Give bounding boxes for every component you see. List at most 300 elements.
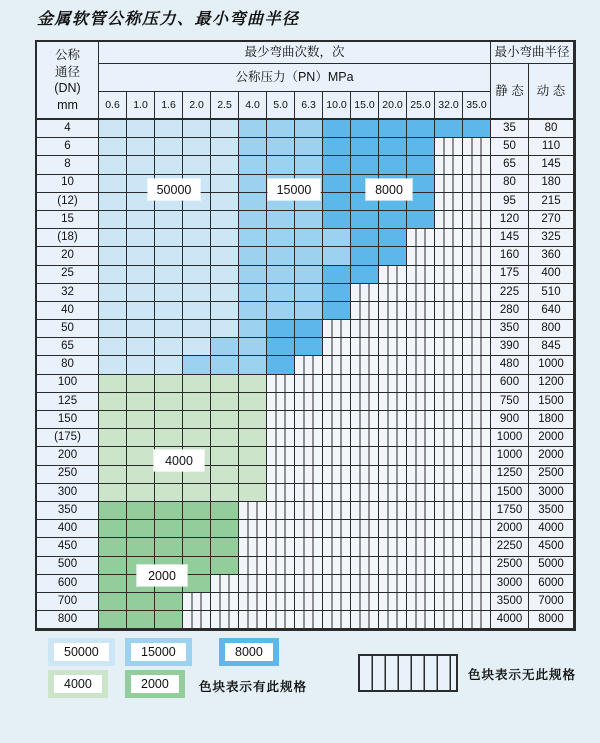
- spec-cell: [99, 229, 127, 247]
- no-spec-cell: [323, 502, 351, 520]
- no-spec-cell: [435, 247, 463, 265]
- pressure-tick: 35.0: [463, 92, 491, 120]
- no-spec-cell: [351, 520, 379, 538]
- spec-cell: [407, 138, 435, 156]
- spec-cell: [295, 284, 323, 302]
- spec-cell: [295, 320, 323, 338]
- legend-swatch-label: 8000: [225, 643, 273, 661]
- static-radius-cell: 900: [491, 411, 529, 429]
- spec-cell: [295, 211, 323, 229]
- spec-cell: [379, 229, 407, 247]
- spec-cell: [295, 138, 323, 156]
- spec-cell: [239, 447, 267, 465]
- spec-cell: [155, 611, 183, 629]
- spec-cell: [99, 302, 127, 320]
- no-spec-cell: [435, 538, 463, 556]
- spec-cell: [211, 193, 239, 211]
- spec-cell: [211, 466, 239, 484]
- pressure-header: 公称压力（PN）MPa: [99, 64, 491, 92]
- no-spec-cell: [295, 575, 323, 593]
- spec-cell: [155, 302, 183, 320]
- spec-cell: [323, 247, 351, 265]
- dn-header-line: mm: [57, 97, 78, 112]
- no-spec-cell: [351, 356, 379, 374]
- spec-cell: [183, 156, 211, 174]
- spec-cell: [155, 338, 183, 356]
- no-spec-cell: [463, 356, 491, 374]
- no-spec-cell: [379, 429, 407, 447]
- dynamic-radius-cell: 180: [529, 175, 574, 193]
- static-radius-cell: 80: [491, 175, 529, 193]
- spec-cell: [323, 193, 351, 211]
- no-spec-cell: [463, 429, 491, 447]
- spec-cell: [211, 429, 239, 447]
- dn-cell: 10: [37, 175, 99, 193]
- static-radius-cell: 3000: [491, 575, 529, 593]
- spec-cell: [183, 120, 211, 138]
- spec-cell: [155, 229, 183, 247]
- static-radius-cell: 1000: [491, 429, 529, 447]
- no-spec-cell: [295, 429, 323, 447]
- spec-cell: [155, 266, 183, 284]
- no-spec-cell: [435, 338, 463, 356]
- no-spec-cell: [463, 193, 491, 211]
- spec-cell: [183, 557, 211, 575]
- static-radius-cell: 280: [491, 302, 529, 320]
- no-spec-cell: [463, 211, 491, 229]
- no-spec-cell: [351, 411, 379, 429]
- no-spec-cell: [183, 611, 211, 629]
- no-spec-cell: [379, 411, 407, 429]
- dn-cell: 100: [37, 375, 99, 393]
- no-spec-cell: [295, 520, 323, 538]
- no-spec-cell: [435, 375, 463, 393]
- dynamic-radius-cell: 4500: [529, 538, 574, 556]
- no-spec-cell: [351, 593, 379, 611]
- no-spec-cell: [407, 447, 435, 465]
- no-spec-cell: [435, 611, 463, 629]
- spec-cell: [211, 266, 239, 284]
- dn-cell: 125: [37, 393, 99, 411]
- no-spec-cell: [463, 266, 491, 284]
- dn-cell: 150: [37, 411, 99, 429]
- no-spec-cell: [379, 611, 407, 629]
- pressure-tick: 10.0: [323, 92, 351, 120]
- legend-swatch-15000: [125, 638, 192, 666]
- no-spec-cell: [351, 484, 379, 502]
- no-spec-cell: [435, 138, 463, 156]
- no-spec-cell: [463, 411, 491, 429]
- no-spec-cell: [407, 411, 435, 429]
- no-spec-cell: [407, 520, 435, 538]
- spec-cell: [155, 138, 183, 156]
- spec-cell: [351, 211, 379, 229]
- legend-no-spec-note: 色块表示无此规格: [468, 668, 577, 682]
- dynamic-radius-cell: 640: [529, 302, 574, 320]
- spec-cell: [183, 138, 211, 156]
- spec-cell: [155, 593, 183, 611]
- spec-cell: [99, 120, 127, 138]
- spec-cell: [379, 156, 407, 174]
- no-spec-cell: [323, 466, 351, 484]
- spec-cell: [211, 338, 239, 356]
- spec-cell: [239, 466, 267, 484]
- spec-cell: [99, 557, 127, 575]
- dynamic-radius-cell: 325: [529, 229, 574, 247]
- no-spec-cell: [463, 538, 491, 556]
- dynamic-radius-cell: 8000: [529, 611, 574, 629]
- no-spec-cell: [351, 447, 379, 465]
- spec-cell: [99, 175, 127, 193]
- no-spec-cell: [239, 538, 267, 556]
- spec-cell: [155, 411, 183, 429]
- spec-cell: [99, 611, 127, 629]
- no-spec-cell: [379, 502, 407, 520]
- spec-cell: [127, 320, 155, 338]
- static-radius-cell: 225: [491, 284, 529, 302]
- spec-cell: [267, 247, 295, 265]
- spec-cell: [295, 338, 323, 356]
- no-spec-cell: [407, 538, 435, 556]
- spec-cell: [155, 356, 183, 374]
- no-spec-cell: [435, 175, 463, 193]
- dynamic-radius-cell: 800: [529, 320, 574, 338]
- dynamic-radius-cell: 845: [529, 338, 574, 356]
- spec-cell: [351, 247, 379, 265]
- spec-cell: [267, 211, 295, 229]
- no-spec-cell: [463, 375, 491, 393]
- no-spec-cell: [463, 138, 491, 156]
- no-spec-cell: [407, 302, 435, 320]
- spec-cell: [155, 538, 183, 556]
- dn-header-line: 通径: [54, 64, 80, 79]
- spec-cell: [323, 229, 351, 247]
- spec-cell: [127, 211, 155, 229]
- no-spec-cell: [407, 284, 435, 302]
- spec-cell: [99, 466, 127, 484]
- spec-cell: [323, 120, 351, 138]
- spec-cell: [211, 356, 239, 374]
- no-spec-cell: [407, 320, 435, 338]
- spec-cell: [239, 484, 267, 502]
- spec-cell: [99, 284, 127, 302]
- pressure-tick: 25.0: [407, 92, 435, 120]
- no-spec-cell: [463, 502, 491, 520]
- spec-cell: [323, 156, 351, 174]
- no-spec-cell: [407, 247, 435, 265]
- dynamic-radius-cell: 215: [529, 193, 574, 211]
- no-spec-cell: [435, 593, 463, 611]
- spec-cell: [211, 175, 239, 193]
- spec-cell: [239, 338, 267, 356]
- no-spec-cell: [211, 593, 239, 611]
- spec-cell: [127, 302, 155, 320]
- dn-cell: 25: [37, 266, 99, 284]
- dn-cell: 15: [37, 211, 99, 229]
- spec-cell: [239, 411, 267, 429]
- spec-cell: [295, 302, 323, 320]
- spec-cell: [155, 484, 183, 502]
- no-spec-cell: [435, 284, 463, 302]
- no-spec-cell: [407, 266, 435, 284]
- spec-cell: [379, 138, 407, 156]
- no-spec-cell: [407, 593, 435, 611]
- no-spec-cell: [463, 229, 491, 247]
- spec-cell: [127, 247, 155, 265]
- no-spec-cell: [295, 538, 323, 556]
- no-spec-cell: [435, 356, 463, 374]
- static-radius-cell: 1250: [491, 466, 529, 484]
- static-radius-cell: 390: [491, 338, 529, 356]
- static-radius-cell: 120: [491, 211, 529, 229]
- no-spec-cell: [323, 520, 351, 538]
- dynamic-radius-cell: 270: [529, 211, 574, 229]
- spec-cell: [183, 338, 211, 356]
- no-spec-cell: [379, 520, 407, 538]
- no-spec-cell: [267, 611, 295, 629]
- legend-no-spec-swatch: [358, 654, 458, 692]
- no-spec-cell: [407, 611, 435, 629]
- spec-cell: [351, 120, 379, 138]
- no-spec-cell: [351, 575, 379, 593]
- dynamic-radius-cell: 5000: [529, 557, 574, 575]
- dynamic-radius-cell: 6000: [529, 575, 574, 593]
- dn-cell: 40: [37, 302, 99, 320]
- no-spec-cell: [295, 466, 323, 484]
- spec-cell: [99, 484, 127, 502]
- spec-cell: [127, 593, 155, 611]
- spec-cell: [211, 393, 239, 411]
- spec-cell: [127, 502, 155, 520]
- spec-cell: [127, 356, 155, 374]
- no-spec-cell: [435, 484, 463, 502]
- spec-cell: [239, 320, 267, 338]
- no-spec-cell: [239, 611, 267, 629]
- dn-cell: 32: [37, 284, 99, 302]
- dynamic-radius-cell: 2000: [529, 429, 574, 447]
- no-spec-cell: [379, 266, 407, 284]
- no-spec-cell: [267, 447, 295, 465]
- no-spec-cell: [351, 502, 379, 520]
- static-radius-cell: 4000: [491, 611, 529, 629]
- spec-cell: [155, 120, 183, 138]
- dynamic-radius-cell: 1200: [529, 375, 574, 393]
- spec-table: [35, 40, 576, 631]
- legend-swatch-50000: [48, 638, 115, 666]
- dynamic-radius-cell: 1800: [529, 411, 574, 429]
- spec-cell: [183, 284, 211, 302]
- spec-cell: [183, 484, 211, 502]
- no-spec-cell: [267, 393, 295, 411]
- dynamic-radius-cell: 80: [529, 120, 574, 138]
- static-radius-cell: 1500: [491, 484, 529, 502]
- spec-cell: [239, 247, 267, 265]
- no-spec-cell: [463, 175, 491, 193]
- spec-cell: [155, 375, 183, 393]
- pressure-tick: 1.6: [155, 92, 183, 120]
- spec-cell: [155, 247, 183, 265]
- dn-cell: 450: [37, 538, 99, 556]
- legend-swatch-2000: [125, 670, 185, 698]
- legend-swatch-label: 4000: [54, 675, 102, 693]
- no-spec-cell: [351, 538, 379, 556]
- legend-swatch-8000: [219, 638, 279, 666]
- spec-cell: [183, 247, 211, 265]
- spec-cell: [183, 266, 211, 284]
- dn-cell: 4: [37, 120, 99, 138]
- no-spec-cell: [407, 338, 435, 356]
- no-spec-cell: [267, 520, 295, 538]
- no-spec-cell: [435, 193, 463, 211]
- no-spec-cell: [295, 502, 323, 520]
- pressure-tick: 32.0: [435, 92, 463, 120]
- no-spec-cell: [323, 429, 351, 447]
- spec-cell: [295, 120, 323, 138]
- spec-cell: [211, 302, 239, 320]
- spec-cell: [267, 156, 295, 174]
- spec-cell: [267, 266, 295, 284]
- no-spec-cell: [435, 429, 463, 447]
- dynamic-radius-cell: 1500: [529, 393, 574, 411]
- spec-cell: [183, 429, 211, 447]
- no-spec-cell: [351, 284, 379, 302]
- no-spec-cell: [379, 466, 407, 484]
- no-spec-cell: [323, 447, 351, 465]
- no-spec-cell: [379, 338, 407, 356]
- cycles-label-50000: 50000: [148, 179, 200, 200]
- spec-cell: [211, 520, 239, 538]
- no-spec-cell: [463, 593, 491, 611]
- spec-cell: [99, 356, 127, 374]
- spec-cell: [351, 229, 379, 247]
- cycles-header: 最少弯曲次数，次: [99, 42, 491, 64]
- spec-cell: [183, 320, 211, 338]
- no-spec-cell: [379, 375, 407, 393]
- spec-cell: [99, 429, 127, 447]
- no-spec-cell: [267, 502, 295, 520]
- no-spec-cell: [351, 393, 379, 411]
- spec-cell: [239, 156, 267, 174]
- spec-cell: [127, 466, 155, 484]
- no-spec-cell: [407, 557, 435, 575]
- no-spec-cell: [463, 393, 491, 411]
- dn-cell: 800: [37, 611, 99, 629]
- no-spec-cell: [379, 320, 407, 338]
- spec-cell: [183, 520, 211, 538]
- spec-cell: [379, 211, 407, 229]
- no-spec-cell: [435, 211, 463, 229]
- dn-cell: 20: [37, 247, 99, 265]
- spec-cell: [267, 120, 295, 138]
- no-spec-cell: [407, 429, 435, 447]
- spec-cell: [211, 484, 239, 502]
- spec-cell: [239, 229, 267, 247]
- legend-swatch-label: 50000: [54, 643, 109, 661]
- spec-cell: [267, 302, 295, 320]
- spec-cell: [211, 320, 239, 338]
- no-spec-cell: [435, 411, 463, 429]
- no-spec-cell: [295, 611, 323, 629]
- legend-has-spec-note: 色块表示有此规格: [199, 680, 308, 694]
- no-spec-cell: [407, 484, 435, 502]
- no-spec-cell: [379, 393, 407, 411]
- spec-cell: [183, 411, 211, 429]
- no-spec-cell: [323, 320, 351, 338]
- spec-cell: [127, 138, 155, 156]
- dynamic-radius-cell: 4000: [529, 520, 574, 538]
- no-spec-cell: [463, 484, 491, 502]
- spec-cell: [183, 375, 211, 393]
- spec-cell: [239, 175, 267, 193]
- no-spec-cell: [211, 575, 239, 593]
- spec-cell: [323, 302, 351, 320]
- static-radius-cell: 3500: [491, 593, 529, 611]
- no-spec-cell: [267, 593, 295, 611]
- dn-cell: 50: [37, 320, 99, 338]
- no-spec-cell: [463, 611, 491, 629]
- no-spec-cell: [379, 302, 407, 320]
- spec-cell: [295, 156, 323, 174]
- spec-cell: [211, 229, 239, 247]
- no-spec-cell: [351, 557, 379, 575]
- spec-cell: [463, 120, 491, 138]
- dn-cell: 700: [37, 593, 99, 611]
- spec-cell: [127, 156, 155, 174]
- dn-cell: 250: [37, 466, 99, 484]
- spec-cell: [183, 211, 211, 229]
- pressure-tick: 15.0: [351, 92, 379, 120]
- no-spec-cell: [379, 575, 407, 593]
- spec-cell: [239, 211, 267, 229]
- static-radius-cell: 750: [491, 393, 529, 411]
- spec-cell: [99, 538, 127, 556]
- no-spec-cell: [435, 520, 463, 538]
- spec-cell: [99, 393, 127, 411]
- no-spec-cell: [379, 447, 407, 465]
- dynamic-column-header: 动 态: [529, 64, 574, 120]
- spec-cell: [99, 575, 127, 593]
- dynamic-radius-cell: 400: [529, 266, 574, 284]
- no-spec-cell: [351, 302, 379, 320]
- spec-cell: [99, 266, 127, 284]
- spec-cell: [239, 356, 267, 374]
- spec-cell: [267, 138, 295, 156]
- legend-swatch-label: 2000: [131, 675, 179, 693]
- spec-cell: [407, 156, 435, 174]
- static-radius-cell: 160: [491, 247, 529, 265]
- spec-cell: [295, 247, 323, 265]
- no-spec-cell: [435, 302, 463, 320]
- spec-cell: [99, 211, 127, 229]
- spec-cell: [295, 266, 323, 284]
- no-spec-cell: [379, 557, 407, 575]
- no-spec-cell: [435, 156, 463, 174]
- no-spec-cell: [463, 466, 491, 484]
- spec-cell: [351, 138, 379, 156]
- spec-cell: [183, 575, 211, 593]
- no-spec-cell: [239, 575, 267, 593]
- no-spec-cell: [463, 575, 491, 593]
- spec-cell: [239, 429, 267, 447]
- dynamic-radius-cell: 2000: [529, 447, 574, 465]
- no-spec-cell: [267, 411, 295, 429]
- no-spec-cell: [351, 320, 379, 338]
- spec-cell: [211, 211, 239, 229]
- dynamic-radius-cell: 145: [529, 156, 574, 174]
- spec-cell: [183, 538, 211, 556]
- spec-cell: [127, 538, 155, 556]
- spec-cell: [239, 193, 267, 211]
